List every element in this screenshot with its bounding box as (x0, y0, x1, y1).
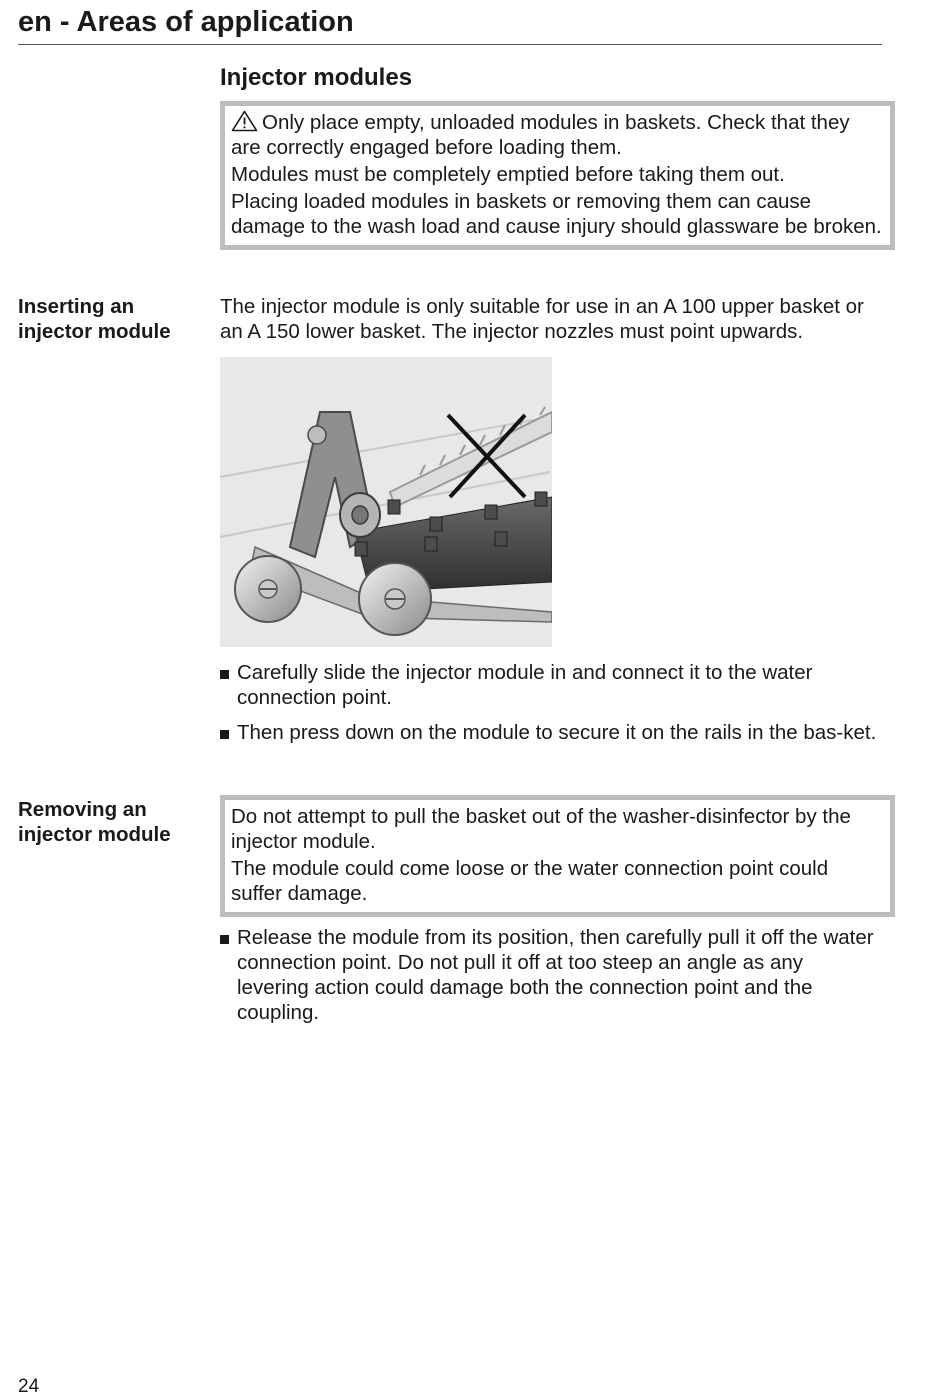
removing-warning-paragraph-1: Do not attempt to pull the basket out of the washer-disinfector by the injector module. (231, 805, 851, 853)
inserting-intro-text: The injector module is only suitable for use in an A 100 upper basket or an A 150 lower basket. The injector nozzles must point upwards. (220, 295, 864, 343)
bullet-square-icon (220, 730, 229, 739)
inserting-step-1-text: Carefully slide the injector module in and connect it to the water connection point. (237, 661, 813, 709)
inserting-label: Inserting an injector module (18, 295, 171, 343)
section-title: Injector modules (220, 64, 413, 91)
removing-step-1 (220, 925, 880, 1025)
inserting-step-2-text: Then press down on the module to secure it on the rails in the bas-ket. (237, 721, 877, 744)
bullet-square-icon (220, 935, 229, 944)
removing-label: Removing an injector module (18, 798, 171, 846)
warning-paragraph-1 (231, 110, 884, 160)
removing-warning-paragraph-2: The module could come loose or the water connection point could suffer damage. (231, 857, 829, 905)
page-number: 24 (18, 1376, 40, 1397)
warning-box-loading (220, 101, 895, 250)
warning-paragraph-2: Modules must be completely emptied before taking them out. (231, 163, 785, 186)
inserting-steps (220, 660, 880, 755)
injector-module-illustration (220, 357, 552, 647)
page-header: en - Areas of application (18, 4, 882, 45)
inserting-step-1 (220, 660, 880, 710)
warning-paragraph-3: Placing loaded modules in baskets or removing them can cause damage to the wash load and cause injury should glassware be broken. (231, 190, 882, 238)
inserting-step-2 (220, 720, 880, 745)
warning-triangle-icon (231, 110, 258, 132)
warning-paragraph-1-text: Only place empty, unloaded modules in baskets. Check that they are correctly engaged before loading them. (231, 111, 850, 159)
removing-step-1-text: Release the module from its position, then carefully pull it off the water connection point. Do not pull it off at too steep an angle as any levering action could damage both the connection point and the coupling. (237, 926, 874, 1024)
removing-steps (220, 925, 880, 1035)
warning-box-removing (220, 795, 895, 917)
bullet-square-icon (220, 670, 229, 679)
